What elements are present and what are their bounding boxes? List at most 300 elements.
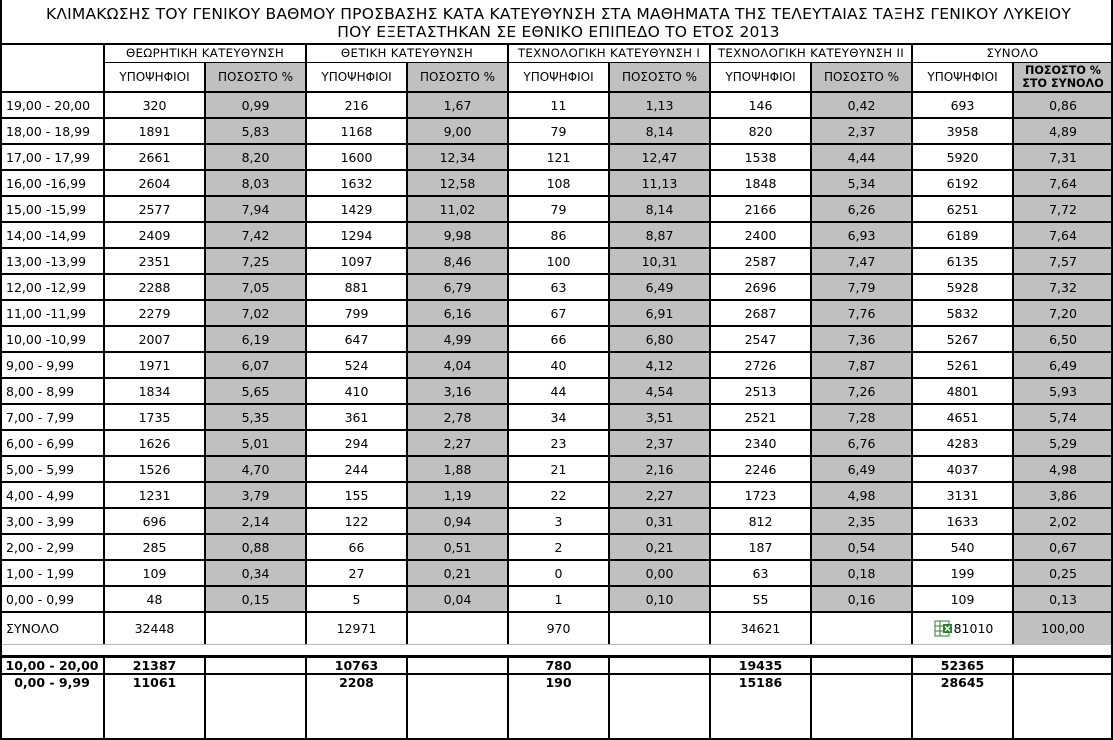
grade-range-cell[interactable]: 16,00 -16,99	[6, 175, 87, 191]
table-cell[interactable]: 7,05	[205, 274, 306, 300]
table-cell[interactable]: 67	[550, 305, 567, 321]
summary-cell[interactable]	[407, 657, 508, 674]
table-cell[interactable]: 244	[344, 461, 369, 477]
table-cell[interactable]: 2288	[138, 279, 171, 295]
table-cell[interactable]: 6,07	[205, 352, 306, 378]
table-cell[interactable]: 108	[546, 175, 571, 191]
table-cell[interactable]: 8,87	[609, 222, 710, 248]
table-cell[interactable]: 0,94	[407, 508, 508, 534]
spreadsheet-icon[interactable]	[934, 619, 956, 639]
table-cell[interactable]: 3,16	[407, 378, 508, 404]
table-cell[interactable]: 2	[554, 539, 563, 555]
table-cell[interactable]: 187	[748, 539, 773, 555]
grid-line	[0, 351, 1113, 353]
table-cell[interactable]: 0,54	[811, 534, 912, 560]
table-cell[interactable]: 7,57	[1013, 248, 1113, 274]
grade-range-cell[interactable]: 7,00 - 7,99	[6, 409, 75, 425]
subheader-percent: ΠΟΣΟΣΤΟ %	[811, 62, 912, 92]
grid-line	[204, 62, 206, 644]
table-cell[interactable]: 2351	[138, 253, 171, 269]
summary-cell[interactable]: 28645	[940, 675, 985, 690]
table-cell[interactable]: 5,93	[1013, 378, 1113, 404]
group-tech-2-header: ΤΕΧΝΟΛΟΓΙΚΗ ΚΑΤΕΥΘΥΝΣΗ ΙΙ	[717, 46, 905, 60]
table-cell[interactable]: 2409	[138, 227, 171, 243]
subheader-percent: ΠΟΣΟΣΤΟ %	[407, 62, 508, 92]
table-cell[interactable]: 1,13	[609, 92, 710, 118]
table-cell[interactable]: 6,79	[407, 274, 508, 300]
summary-cell[interactable]: 21387	[132, 658, 177, 673]
grid-line	[0, 273, 1113, 275]
title-line-2: ΠΟΥ ΕΞΕΤΑΣΤΗΚΑΝ ΣΕ ΕΘΝΙΚΟ ΕΠΙΠΕΔΟ ΤΟ ΕΤΟΣ 2013	[337, 23, 780, 41]
grid-line	[911, 656, 913, 740]
group-tech-1-header: ΤΕΧΝΟΛΟΓΙΚΗ ΚΑΤΕΥΘΥΝΣΗ Ι	[517, 46, 701, 60]
table-cell[interactable]: 7,20	[1013, 300, 1113, 326]
table-cell[interactable]: 1848	[744, 175, 777, 191]
subheader-percent: ΠΟΣΟΣΤΟ %	[205, 62, 306, 92]
table-cell[interactable]: 4,12	[609, 352, 710, 378]
table-cell[interactable]: 0	[554, 565, 563, 581]
group-total-header: ΣΥΝΟΛΟ	[986, 46, 1039, 60]
grid-line	[0, 559, 1113, 561]
table-cell[interactable]: 4,98	[1013, 456, 1113, 482]
table-cell[interactable]: 79	[550, 201, 567, 217]
table-cell[interactable]: 6,19	[205, 326, 306, 352]
table-cell[interactable]: 66	[348, 539, 365, 555]
table-cell[interactable]: 1600	[340, 149, 373, 165]
table-cell[interactable]: 7,25	[205, 248, 306, 274]
table-cell[interactable]: 2687	[744, 305, 777, 321]
grade-range-cell[interactable]: 2,00 - 2,99	[6, 539, 75, 555]
table-cell[interactable]: 7,79	[811, 274, 912, 300]
grid-line	[0, 169, 1113, 171]
table-cell[interactable]: 2166	[744, 201, 777, 217]
table-cell[interactable]: 2726	[744, 357, 777, 373]
table-cell[interactable]: 5,83	[205, 118, 306, 144]
table-cell[interactable]: 2,27	[407, 430, 508, 456]
table-cell[interactable]: 5267	[946, 331, 979, 347]
table-cell[interactable]: 146	[748, 97, 773, 113]
table-cell[interactable]: 0,25	[1013, 560, 1113, 586]
grid-line	[810, 62, 812, 644]
table-cell[interactable]: 6,49	[811, 456, 912, 482]
table-cell[interactable]: 1526	[138, 461, 171, 477]
grade-range-cell[interactable]: 13,00 -13,99	[6, 253, 87, 269]
table-cell[interactable]: 3,79	[205, 482, 306, 508]
subheader-candidates: ΥΠΟΨΗΦΙΟΙ	[523, 70, 594, 84]
total-cell[interactable]: 34621	[740, 620, 781, 636]
table-cell[interactable]: 1168	[340, 123, 373, 139]
table-cell[interactable]: 6,76	[811, 430, 912, 456]
summary-cell[interactable]: 52365	[940, 658, 985, 673]
table-cell[interactable]: 199	[950, 565, 975, 581]
table-cell[interactable]: 7,64	[1013, 222, 1113, 248]
table-cell[interactable]: 2,37	[811, 118, 912, 144]
table-cell[interactable]: 647	[344, 331, 369, 347]
table-cell[interactable]: 11	[550, 97, 567, 113]
table-cell[interactable]: 8,14	[609, 196, 710, 222]
table-cell[interactable]: 5832	[946, 305, 979, 321]
grid-line	[305, 656, 307, 740]
table-cell[interactable]: 693	[950, 97, 975, 113]
summary-cell[interactable]	[205, 657, 306, 674]
table-cell[interactable]: 0,86	[1013, 92, 1113, 118]
table-cell[interactable]: 3958	[946, 123, 979, 139]
table-cell[interactable]: 11,02	[407, 196, 508, 222]
table-cell[interactable]: 2,02	[1013, 508, 1113, 534]
table-cell[interactable]: 294	[344, 435, 369, 451]
table-cell[interactable]: 11,13	[609, 170, 710, 196]
total-cell[interactable]: 12971	[336, 620, 377, 636]
table-cell[interactable]: 4037	[946, 461, 979, 477]
table-cell[interactable]: 410	[344, 383, 369, 399]
table-cell[interactable]: 8,20	[205, 144, 306, 170]
table-cell[interactable]: 6135	[946, 253, 979, 269]
total-cell[interactable]: 81010	[953, 620, 994, 636]
grid-line	[103, 44, 105, 644]
table-cell[interactable]: 5920	[946, 149, 979, 165]
table-cell[interactable]: 4,89	[1013, 118, 1113, 144]
table-cell[interactable]: 63	[550, 279, 567, 295]
table-cell[interactable]: 63	[752, 565, 769, 581]
table-cell[interactable]: 7,47	[811, 248, 912, 274]
grade-range-cell[interactable]: 12,00 -12,99	[6, 279, 87, 295]
grid-line	[0, 299, 1113, 301]
table-cell[interactable]: 4801	[946, 383, 979, 399]
grade-range-cell[interactable]: 11,00 -11,99	[6, 305, 87, 321]
table-cell[interactable]: 27	[348, 565, 365, 581]
summary-cell[interactable]	[1013, 657, 1113, 674]
table-cell[interactable]: 2,35	[811, 508, 912, 534]
grade-range-cell[interactable]: 3,00 - 3,99	[6, 513, 75, 529]
table-cell[interactable]: 2587	[744, 253, 777, 269]
table-cell[interactable]: 4,54	[609, 378, 710, 404]
total-cell[interactable]: 100,00	[1013, 612, 1113, 644]
table-cell[interactable]: 5261	[946, 357, 979, 373]
total-cell[interactable]	[205, 612, 306, 644]
table-cell[interactable]: 0,04	[407, 586, 508, 612]
total-cell[interactable]	[609, 612, 710, 644]
table-cell[interactable]: 4283	[946, 435, 979, 451]
table-cell[interactable]: 0,88	[205, 534, 306, 560]
grid-line	[608, 62, 610, 644]
grid-line	[911, 44, 913, 644]
table-cell[interactable]: 10,31	[609, 248, 710, 274]
grid-line	[1012, 62, 1014, 644]
summary-cell[interactable]: 19435	[738, 658, 783, 673]
table-cell[interactable]: 6,49	[609, 274, 710, 300]
grade-range-cell[interactable]: 8,00 - 8,99	[6, 383, 75, 399]
table-cell[interactable]: 3	[554, 513, 563, 529]
table-cell[interactable]: 4,98	[811, 482, 912, 508]
table-cell[interactable]: 0,51	[407, 534, 508, 560]
table-cell[interactable]: 1626	[138, 435, 171, 451]
grade-range-cell[interactable]: 14,00 -14,99	[6, 227, 87, 243]
summary-range-cell[interactable]: 10,00 - 20,00	[5, 658, 99, 673]
grid-line	[0, 585, 1113, 587]
table-cell[interactable]: 4,04	[407, 352, 508, 378]
summary-cell[interactable]	[811, 657, 912, 674]
subheader-total-percent-line: ΠΟΣΟΣΤΟ %	[1025, 64, 1101, 77]
grid-line	[507, 44, 509, 644]
grade-range-cell[interactable]: 19,00 - 20,00	[6, 97, 91, 113]
grid-line	[406, 62, 408, 644]
grade-range-cell[interactable]: 0,00 - 0,99	[6, 591, 75, 607]
grid-line	[0, 44, 2, 740]
table-cell[interactable]: 7,64	[1013, 170, 1113, 196]
grid-line	[0, 377, 1113, 379]
table-cell[interactable]: 122	[344, 513, 369, 529]
table-cell[interactable]: 7,36	[811, 326, 912, 352]
table-cell[interactable]: 7,02	[205, 300, 306, 326]
group-science-header: ΘΕΤΙΚΗ ΚΑΤΕΥΘΥΝΣΗ	[340, 46, 474, 60]
summary-cell[interactable]: 2208	[339, 675, 374, 690]
table-cell[interactable]: 6,80	[609, 326, 710, 352]
table-cell[interactable]: 7,26	[811, 378, 912, 404]
table-cell[interactable]: 48	[146, 591, 163, 607]
grid-line	[103, 656, 105, 740]
table-cell[interactable]: 7,32	[1013, 274, 1113, 300]
table-cell[interactable]: 5,01	[205, 430, 306, 456]
total-label[interactable]: ΣΥΝΟΛΟ	[6, 620, 60, 636]
table-cell[interactable]: 0,21	[609, 534, 710, 560]
table-cell[interactable]: 7,72	[1013, 196, 1113, 222]
table-cell[interactable]: 0,10	[609, 586, 710, 612]
table-cell[interactable]: 6189	[946, 227, 979, 243]
table-cell[interactable]: 5928	[946, 279, 979, 295]
table-cell[interactable]: 6,50	[1013, 326, 1113, 352]
grade-range-cell[interactable]: 10,00 -10,99	[6, 331, 87, 347]
table-cell[interactable]: 66	[550, 331, 567, 347]
table-cell[interactable]: 109	[142, 565, 167, 581]
total-cell[interactable]	[407, 612, 508, 644]
grade-range-cell[interactable]: 4,00 - 4,99	[6, 487, 75, 503]
table-cell[interactable]: 0,99	[205, 92, 306, 118]
table-cell[interactable]: 6,26	[811, 196, 912, 222]
subheader-candidates: ΥΠΟΨΗΦΙΟΙ	[725, 70, 796, 84]
table-cell[interactable]: 2577	[138, 201, 171, 217]
table-cell[interactable]: 696	[142, 513, 167, 529]
table-cell[interactable]: 6,49	[1013, 352, 1113, 378]
table-cell[interactable]: 2007	[138, 331, 171, 347]
table-cell[interactable]: 5	[352, 591, 361, 607]
grade-range-cell[interactable]: 6,00 - 6,99	[6, 435, 75, 451]
table-cell[interactable]: 2279	[138, 305, 171, 321]
table-cell[interactable]: 40	[550, 357, 567, 373]
table-cell[interactable]: 9,98	[407, 222, 508, 248]
table-cell[interactable]: 2604	[138, 175, 171, 191]
grid-line	[0, 644, 1113, 645]
table-cell[interactable]: 1723	[744, 487, 777, 503]
table-cell[interactable]: 540	[950, 539, 975, 555]
table-cell[interactable]: 23	[550, 435, 567, 451]
table-cell[interactable]: 2246	[744, 461, 777, 477]
total-cell[interactable]	[811, 612, 912, 644]
grid-line	[810, 656, 812, 740]
table-cell[interactable]: 881	[344, 279, 369, 295]
table-cell[interactable]: 1632	[340, 175, 373, 191]
table-cell[interactable]: 0,00	[609, 560, 710, 586]
summary-cell[interactable]	[609, 674, 710, 691]
table-cell[interactable]: 2547	[744, 331, 777, 347]
table-cell[interactable]: 1429	[340, 201, 373, 217]
table-cell[interactable]: 6,91	[609, 300, 710, 326]
subheader-total-percent-line: ΣΤΟ ΣΥΝΟΛΟ	[1022, 77, 1104, 90]
table-cell[interactable]: 6192	[946, 175, 979, 191]
table-cell[interactable]: 5,65	[205, 378, 306, 404]
table-cell[interactable]: 1735	[138, 409, 171, 425]
grade-range-cell[interactable]: 17,00 - 17,99	[6, 149, 91, 165]
total-cell[interactable]: 970	[546, 620, 571, 636]
table-cell[interactable]: 2696	[744, 279, 777, 295]
summary-cell[interactable]	[205, 674, 306, 691]
table-cell[interactable]: 1834	[138, 383, 171, 399]
table-cell[interactable]: 7,87	[811, 352, 912, 378]
grid-line	[0, 673, 1113, 675]
table-cell[interactable]: 2,78	[407, 404, 508, 430]
table-cell[interactable]: 12,58	[407, 170, 508, 196]
grid-line	[608, 656, 610, 740]
table-cell[interactable]: 79	[550, 123, 567, 139]
table-cell[interactable]: 55	[752, 591, 769, 607]
grid-line	[0, 247, 1113, 249]
grade-range-cell[interactable]: 18,00 - 18,99	[6, 123, 91, 139]
table-cell[interactable]: 7,42	[205, 222, 306, 248]
table-cell[interactable]: 285	[142, 539, 167, 555]
table-cell[interactable]: 5,34	[811, 170, 912, 196]
grid-line	[0, 43, 1113, 45]
table-cell[interactable]: 4651	[946, 409, 979, 425]
table-cell[interactable]: 6,93	[811, 222, 912, 248]
table-cell[interactable]: 524	[344, 357, 369, 373]
table-cell[interactable]: 1,67	[407, 92, 508, 118]
table-cell[interactable]: 820	[748, 123, 773, 139]
table-cell[interactable]: 0,13	[1013, 586, 1113, 612]
summary-cell[interactable]: 780	[545, 658, 572, 673]
table-cell[interactable]: 0,18	[811, 560, 912, 586]
table-cell[interactable]: 361	[344, 409, 369, 425]
table-cell[interactable]: 4,70	[205, 456, 306, 482]
table-cell[interactable]: 5,74	[1013, 404, 1113, 430]
table-cell[interactable]: 7,31	[1013, 144, 1113, 170]
table-cell[interactable]: 0,15	[205, 586, 306, 612]
summary-cell[interactable]: 190	[545, 675, 572, 690]
grid-line	[0, 533, 1113, 535]
subheader-percent: ΠΟΣΟΣΤΟ %	[609, 62, 710, 92]
table-cell[interactable]: 2,37	[609, 430, 710, 456]
table-cell[interactable]: 1971	[138, 357, 171, 373]
table-cell[interactable]: 8,03	[205, 170, 306, 196]
table-cell[interactable]: 44	[550, 383, 567, 399]
grid-line	[0, 655, 1113, 658]
table-cell[interactable]: 3,51	[609, 404, 710, 430]
table-cell[interactable]: 2661	[138, 149, 171, 165]
table-cell[interactable]: 34	[550, 409, 567, 425]
table-cell[interactable]: 1633	[946, 513, 979, 529]
table-cell[interactable]: 1294	[340, 227, 373, 243]
table-cell[interactable]: 7,28	[811, 404, 912, 430]
grid-line	[709, 44, 711, 644]
subheader-candidates: ΥΠΟΨΗΦΙΟΙ	[119, 70, 190, 84]
table-cell[interactable]: 0,16	[811, 586, 912, 612]
summary-cell[interactable]	[407, 674, 508, 691]
summary-cell[interactable]: 11061	[132, 675, 177, 690]
table-cell[interactable]: 0,67	[1013, 534, 1113, 560]
table-cell[interactable]: 4,44	[811, 144, 912, 170]
summary-cell[interactable]: 15186	[738, 675, 783, 690]
summary-cell[interactable]	[609, 657, 710, 674]
table-cell[interactable]: 4,99	[407, 326, 508, 352]
grid-line	[0, 507, 1113, 509]
table-cell[interactable]: 0,31	[609, 508, 710, 534]
table-cell[interactable]: 3,86	[1013, 482, 1113, 508]
table-cell[interactable]: 1,19	[407, 482, 508, 508]
table-cell[interactable]: 8,14	[609, 118, 710, 144]
summary-cell[interactable]	[811, 674, 912, 691]
table-cell[interactable]: 100	[546, 253, 571, 269]
grade-range-cell[interactable]: 5,00 - 5,99	[6, 461, 75, 477]
table-cell[interactable]: 6251	[946, 201, 979, 217]
table-cell[interactable]: 1,88	[407, 456, 508, 482]
table-cell[interactable]: 1538	[744, 149, 777, 165]
table-cell[interactable]: 1	[554, 591, 563, 607]
table-cell[interactable]: 86	[550, 227, 567, 243]
table-cell[interactable]: 21	[550, 461, 567, 477]
summary-cell[interactable]	[1013, 674, 1113, 691]
table-cell[interactable]: 121	[546, 149, 571, 165]
table-cell[interactable]: 12,34	[407, 144, 508, 170]
table-cell[interactable]: 2400	[744, 227, 777, 243]
summary-cell[interactable]: 10763	[334, 658, 379, 673]
table-cell[interactable]: 1231	[138, 487, 171, 503]
table-cell[interactable]: 5,29	[1013, 430, 1113, 456]
table-cell[interactable]: 216	[344, 97, 369, 113]
grid-line	[0, 117, 1113, 119]
table-cell[interactable]: 320	[142, 97, 167, 113]
table-cell[interactable]: 812	[748, 513, 773, 529]
table-cell[interactable]: 0,21	[407, 560, 508, 586]
table-cell[interactable]: 7,94	[205, 196, 306, 222]
table-cell[interactable]: 2513	[744, 383, 777, 399]
table-cell[interactable]: 12,47	[609, 144, 710, 170]
table-cell[interactable]: 2,16	[609, 456, 710, 482]
total-cell[interactable]: 32448	[134, 620, 175, 636]
table-cell[interactable]: 1097	[340, 253, 373, 269]
grade-range-cell[interactable]: 15,00 -15,99	[6, 201, 87, 217]
table-cell[interactable]: 3131	[946, 487, 979, 503]
table-cell[interactable]: 5,35	[205, 404, 306, 430]
grade-range-cell[interactable]: 9,00 - 9,99	[6, 357, 75, 373]
table-cell[interactable]: 22	[550, 487, 567, 503]
table-cell[interactable]: 0,42	[811, 92, 912, 118]
table-cell[interactable]: 6,16	[407, 300, 508, 326]
table-cell[interactable]: 799	[344, 305, 369, 321]
table-cell[interactable]: 7,76	[811, 300, 912, 326]
table-cell[interactable]: 1891	[138, 123, 171, 139]
grade-range-cell[interactable]: 1,00 - 1,99	[6, 565, 75, 581]
table-cell[interactable]: 8,46	[407, 248, 508, 274]
summary-range-cell[interactable]: 0,00 - 9,99	[14, 675, 90, 690]
table-cell[interactable]: 2521	[744, 409, 777, 425]
table-cell[interactable]: 0,34	[205, 560, 306, 586]
table-cell[interactable]: 2,27	[609, 482, 710, 508]
table-cell[interactable]: 109	[950, 591, 975, 607]
grid-line	[0, 91, 1113, 93]
grid-line	[305, 44, 307, 644]
table-cell[interactable]: 155	[344, 487, 369, 503]
table-cell[interactable]: 9,00	[407, 118, 508, 144]
table-cell[interactable]: 2,14	[205, 508, 306, 534]
table-cell[interactable]: 2340	[744, 435, 777, 451]
